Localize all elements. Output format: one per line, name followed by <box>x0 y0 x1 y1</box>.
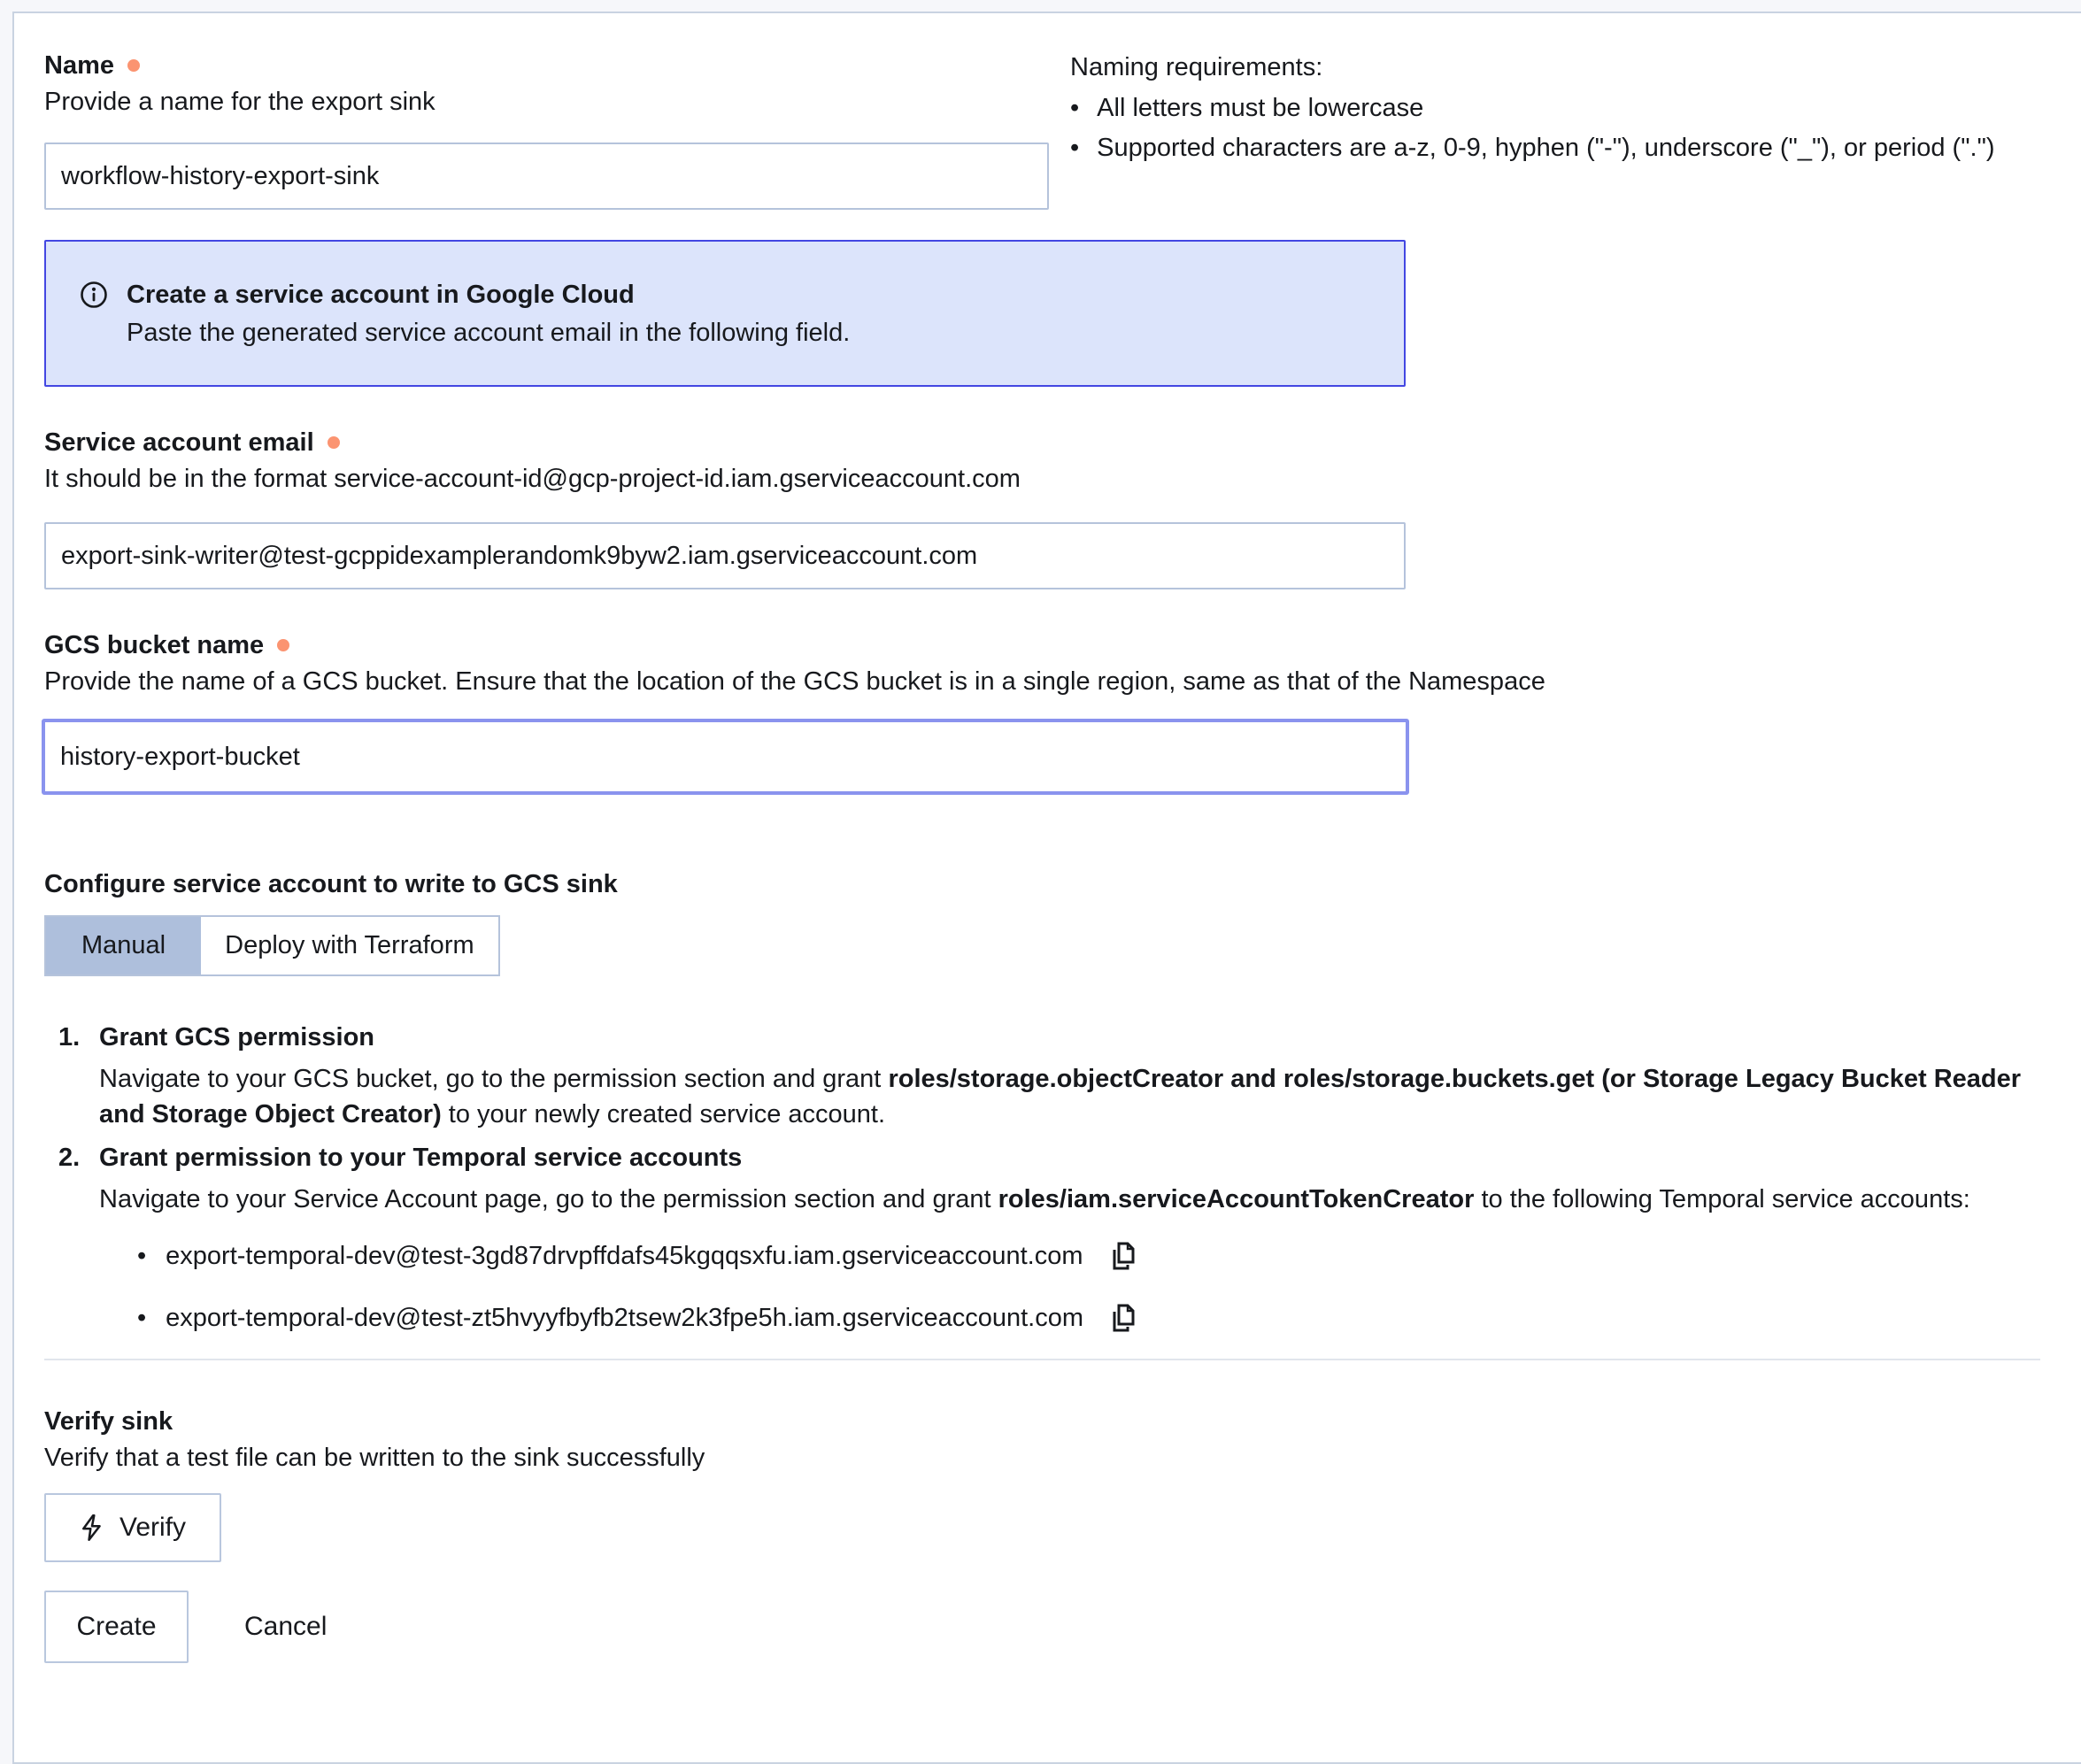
service-account-email-description: It should be in the format service-account-id@gcp-project-id.iam.gserviceaccount.com <box>44 465 1021 493</box>
bullet-icon: • <box>137 1304 147 1332</box>
bullet-icon: • <box>137 1242 147 1270</box>
info-icon <box>80 281 108 349</box>
bullet-icon: • <box>1070 134 1080 162</box>
name-description: Provide a name for the export sink <box>44 88 435 116</box>
service-account-email-input[interactable] <box>44 522 1406 589</box>
temporal-service-account-item <box>137 1240 2039 1272</box>
step-2-body: Navigate to your Service Account page, go to the permission section and grant roles/iam.serviceAccountTokenCreator to the following Temporal service accounts: <box>99 1185 1970 1213</box>
form-actions <box>44 1591 2039 1663</box>
verify-sink-title: Verify sink <box>44 1407 173 1436</box>
manual-steps <box>44 1021 2039 1334</box>
temporal-service-account-list <box>44 1240 2039 1334</box>
temporal-service-account-item <box>137 1302 2039 1334</box>
step-1-body: Navigate to your GCS bucket, go to the permission section and grant roles/storage.objectCreator and roles/storage.buckets.get (or Storage Legacy Bucket Reader and Storage Object Creator) to your newly created service account. <box>99 1065 2022 1128</box>
gcs-bucket-name-input[interactable] <box>42 719 1409 795</box>
temporal-service-account-email: export-temporal-dev@test-zt5hvyyfbyfb2tsew2k3fpe5h.iam.gserviceaccount.com <box>166 1304 1084 1332</box>
verify-sink-description: Verify that a test file can be written to the sink successfully <box>44 1444 705 1472</box>
section-divider <box>44 1359 2040 1360</box>
copy-icon <box>1109 1241 1137 1272</box>
bullet-icon: • <box>1070 94 1080 122</box>
naming-requirements-list <box>1070 92 1995 164</box>
create-button[interactable]: Create <box>44 1591 189 1663</box>
temporal-service-account-email: export-temporal-dev@test-3gd87drvpffdafs45kgqqsxfu.iam.gserviceaccount.com <box>166 1242 1083 1270</box>
service-account-email-label: Service account email <box>44 428 314 457</box>
verify-button[interactable]: Verify <box>44 1493 221 1562</box>
lightning-icon <box>80 1514 104 1542</box>
copy-icon <box>1109 1303 1137 1334</box>
naming-requirement-item: • All letters must be lowercase <box>1070 94 1424 122</box>
naming-requirements-title: Naming requirements: <box>1070 53 1323 81</box>
step-1-number: 1. <box>58 1023 81 1051</box>
required-dot-icon <box>277 639 289 651</box>
copy-button[interactable] <box>1109 1303 1137 1334</box>
step-2-title: 2. Grant permission to your Temporal service accounts <box>58 1141 2039 1175</box>
required-dot-icon <box>328 436 340 449</box>
tab-manual[interactable]: Manual <box>46 917 201 974</box>
cancel-button[interactable]: Cancel <box>244 1591 327 1663</box>
info-box-title: Create a service account in Google Cloud <box>127 281 635 309</box>
gcs-bucket-name-label-row <box>44 628 2039 662</box>
copy-button[interactable] <box>1109 1241 1137 1272</box>
gcs-bucket-name-label: GCS bucket name <box>44 631 265 659</box>
name-label-row <box>44 49 1070 82</box>
configure-tab-group <box>44 915 500 976</box>
naming-requirement-item: • Supported characters are a-z, 0-9, hyphen ("-"), underscore ("_"), or period (".") <box>1070 134 1995 162</box>
service-account-email-label-row <box>44 426 2039 459</box>
configure-section-title: Configure service account to write to GCS sink <box>44 870 618 898</box>
step-1-title: 1. Grant GCS permission <box>58 1021 2039 1054</box>
required-dot-icon <box>127 59 140 72</box>
step-2-number: 2. <box>58 1144 81 1172</box>
export-sink-form-panel <box>12 12 2081 1764</box>
gcs-bucket-name-description: Provide the name of a GCS bucket. Ensure that the location of the GCS bucket is in a single region, same as that of the Namespace <box>44 667 1545 696</box>
tab-deploy-with-terraform[interactable]: Deploy with Terraform <box>225 931 474 959</box>
name-input[interactable] <box>44 143 1049 210</box>
info-box <box>44 240 1406 387</box>
info-box-description: Paste the generated service account email in the following field. <box>127 319 851 347</box>
name-label: Name <box>44 51 114 80</box>
